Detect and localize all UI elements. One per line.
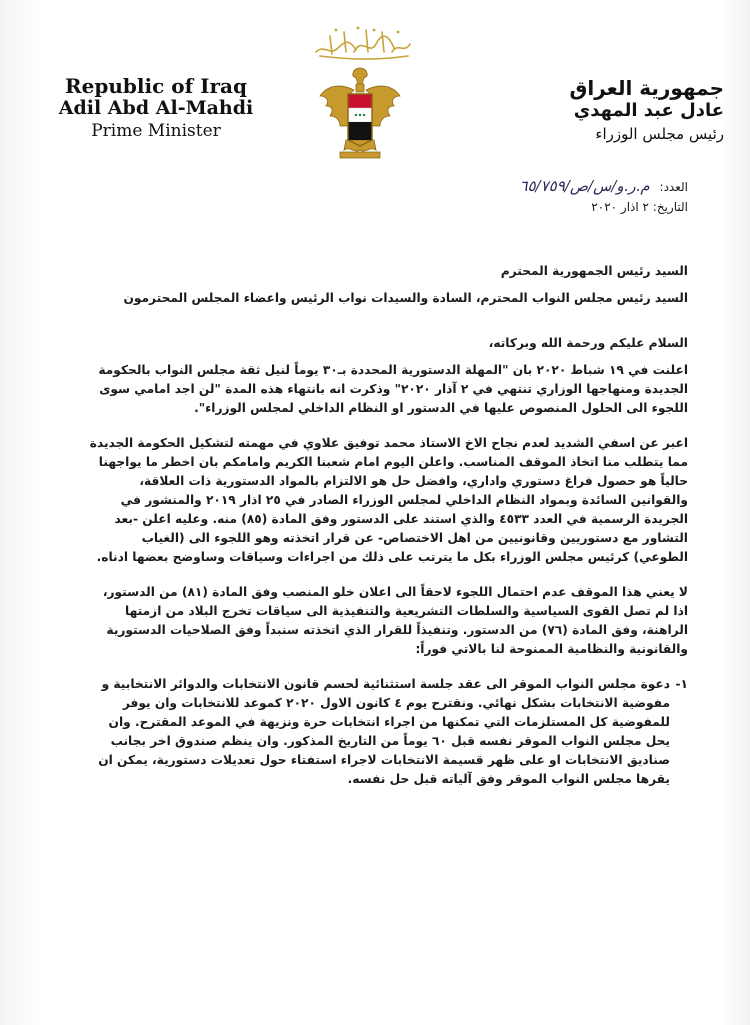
date-label: التاريخ: <box>652 200 688 214</box>
list-item-1 <box>88 675 688 789</box>
arabic-letterhead <box>484 76 724 146</box>
reference-number-row <box>388 176 688 197</box>
letterhead-country-ar: جمهورية العراق <box>569 76 724 100</box>
english-letterhead <box>46 75 266 143</box>
paragraph-3: لا يعني هذا الموقف عدم احتمال اللجوء لاحقاً الى اعلان خلو المنصب وفق المادة (٨١) من الدستور، اذا لم تصل القوى السياسية والسلطات التشريعية والتنفيذية الى سياقات تخرج البلاد من ازمتها الراهنة، وفق المادة (٧٦) من الدستور. وتنفيذاً للقرار الذي اتخذته سنبداً وفق الصلاحيات الدستورية والقانونية والنظامية الممنوحة لنا بالاتي فوراً: <box>102 585 688 656</box>
recipient-line-1: السيد رئيس الجمهورية المحترم <box>500 264 688 278</box>
letter-metadata <box>388 176 688 217</box>
basmala-calligraphy <box>310 22 414 62</box>
letterhead-title-ar: رئيس مجلس الوزراء <box>595 125 724 143</box>
iraq-eagle-emblem-icon <box>318 62 402 162</box>
letterhead-title-en: Prime Minister <box>91 121 221 141</box>
letterhead-country-en: Republic of Iraq <box>65 74 247 98</box>
list-item-1-text: دعوة مجلس النواب الموقر الى عقد جلسة استثنائية لحسم قانون الانتخابات والدوائر الانتخابية و مفوضية الانتخابات بشكل نهائي. ونقترح يوم ٤ كانون الاول ٢٠٢٠ كموعد للانتخابات وان يوفر للمفوضية كل المستلزمات التي تمكنها من اجراء انتخابات حرة ونزيهة في الموعد المقترح. وان يحل مجلس النواب الموقر نفسه قبل ٦٠ يوماً من التاريخ المذكور. وان ينظم صندوق اخر بجانب صناديق الانتخابات او على ظهر قسيمة الانتخابات لاجراء استفتاء حول تعديلات دستورية، يمكن ان يقرها مجلس النواب الموقر وفق آلياته قبل حل نفسه. <box>98 677 670 786</box>
date-value: ٢ اذار ٢٠٢٠ <box>591 200 649 214</box>
recipient-line-2: السيد رئيس مجلس النواب المحترم، السادة والسيدات نواب الرئيس واعضاء المجلس المحترمون <box>123 291 688 305</box>
date-row <box>388 197 688 217</box>
letter-body <box>88 262 688 789</box>
letterhead-name-en: Adil Abd Al-Mahdi <box>58 97 254 119</box>
paragraph-2: اعبر عن اسفي الشديد لعدم نجاح الاخ الاستاذ محمد توفيق علاوي في مهمته لتشكيل الحكومة الجديدة مما يتطلب منا اتخاذ الموقف المناسب. واعلن اليوم امام شعبنا الكريم وامامكم بان اخطر ما يواجهنا حالياً هو حصول فراغ دستوري واداري، وافضل حل هو الالتزام بالمواد الدستورية ذات العلاقة، والقوانين السائدة وبمواد النظام الداخلي لمجلس الوزراء الصادر في ٢٥ اذار ٢٠١٩ والمنشور في الجريدة الرسمية في العدد ٤٥٣٣ والذي استند على الدستور وفق المادة (٨٥) منه. وعليه اعلن -بعد التشاور مع دستوريين وقانونيين من اهل الاختصاص- عن قرار اتخذته وهو اللجوء الى (الغياب الطوعي) كرئيس مجلس الوزراء بكل ما يترتب على ذلك من اجراءات وسياقات وساوضح بعضها ادناه. <box>89 436 688 564</box>
paragraph-1: اعلنت في ١٩ شباط ٢٠٢٠ بان "المهلة الدستورية المحددة بـ٣٠ يوماً لنيل ثقة مجلس النواب بالحكومة الجديدة ومنهاجها الوزاري تنتهي في ٢ آذار ٢٠٢٠" وذكرت انه بانتهاء هذه المدة "لن اجد امامي سوى اللجوء الى الحلول المنصوص عليها في الدستور او النظام الداخلي لمجلس الوزراء". <box>98 363 688 415</box>
list-item-1-marker: ١- <box>675 677 688 691</box>
greeting: السلام عليكم ورحمة الله وبركاته، <box>488 336 688 350</box>
letterhead-name-ar: عادل عبد المهدي <box>573 100 724 121</box>
reference-number-label: العدد: <box>659 180 688 194</box>
reference-number-value: م.ر.و/س/ص/٦٥/٧٥٩ <box>519 177 650 195</box>
